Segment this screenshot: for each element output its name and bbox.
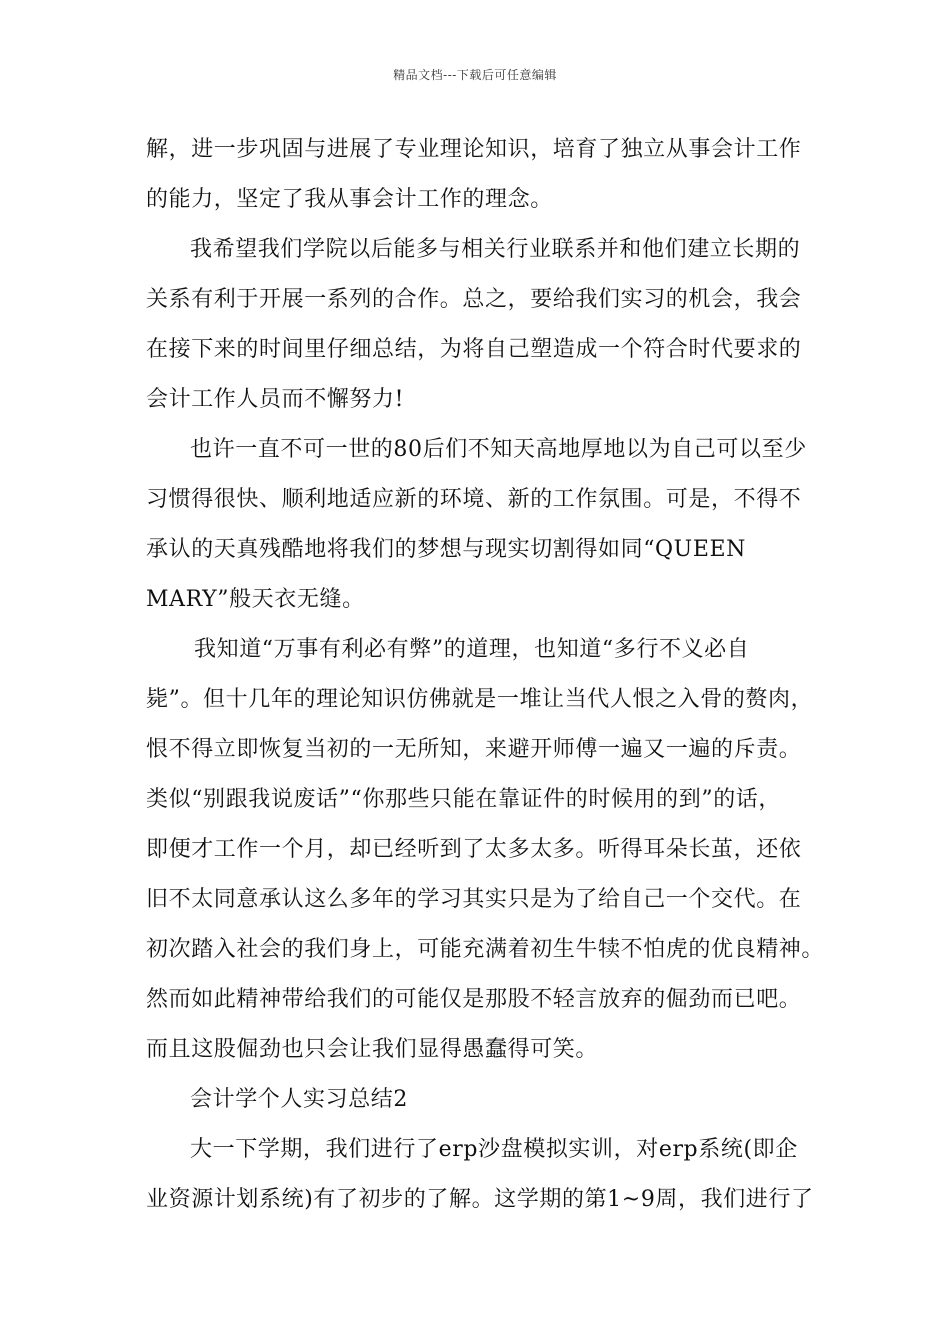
paragraph-start-line: 我知道“万事有利必有弊”的道理，也知道“多行不义必自	[194, 637, 750, 662]
page-header: 精品文档---下载后可任意编辑	[393, 68, 557, 82]
paragraph-start-line: 大一下学期，我们进行了erp沙盘模拟实训，对erp系统(即企	[190, 1137, 798, 1162]
text-line: MARY”般天衣无缝。	[146, 587, 365, 612]
paragraph-start-line: 也许一直不可一世的80后们不知天高地厚地以为自己可以至少	[190, 437, 807, 462]
text-line: 业资源计划系统)有了初步的了解。这学期的第1~9周，我们进行了	[146, 1187, 814, 1212]
text-line: 而且这股倔劲也只会让我们显得愚蠢得可笑。	[146, 1037, 599, 1062]
text-line: 会计工作人员而不懈努力!	[146, 387, 405, 412]
text-line: 然而如此精神带给我们的可能仅是那股不轻言放弃的倔劲而已吧。	[146, 987, 802, 1012]
text-line: 即便才工作一个月，却已经听到了太多太多。听得耳朵长茧，还依	[146, 837, 802, 862]
paragraph-start-line: 我希望我们学院以后能多与相关行业联系并和他们建立长期的	[190, 237, 801, 262]
text-line: 在接下来的时间里仔细总结，为将自己塑造成一个符合时代要求的	[146, 337, 802, 362]
text-line: 初次踏入社会的我们身上，可能充满着初生牛犊不怕虎的优良精神。	[146, 937, 825, 962]
text-line: 类似“别跟我说废话”“你那些只能在靠证件的时候用的到”的话，	[146, 787, 781, 812]
text-line: 恨不得立即恢复当初的一无所知，来避开师傅一遍又一遍的斥责。	[146, 737, 802, 762]
text-line: 旧不太同意承认这么多年的学习其实只是为了给自己一个交代。在	[146, 887, 802, 912]
text-line: 承认的天真残酷地将我们的梦想与现实切割得如同“QUEEN	[146, 537, 746, 562]
text-line: 关系有利于开展一系列的合作。总之，要给我们实习的机会，我会	[146, 287, 802, 312]
section-heading: 会计学个人实习总结2	[190, 1087, 408, 1112]
text-line: 的能力，坚定了我从事会计工作的理念。	[146, 187, 553, 212]
text-line: 毙”。但十几年的理论知识仿佛就是一堆让当代人恨之入骨的赘肉，	[146, 687, 814, 712]
text-line: 习惯得很快、顺利地适应新的环境、新的工作氛围。可是，不得不	[146, 487, 802, 512]
text-line: 解，进一步巩固与进展了专业理论知识，培育了独立从事会计工作	[146, 137, 802, 162]
